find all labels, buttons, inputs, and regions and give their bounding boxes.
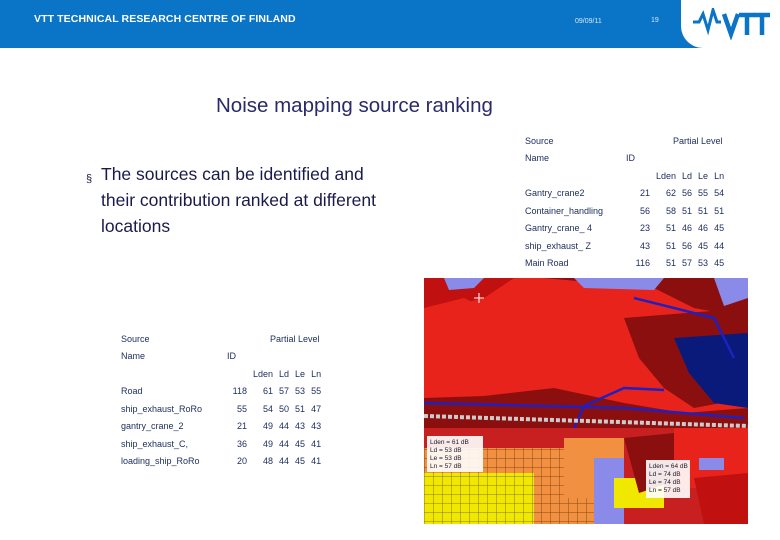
map-label-right-2: Ld = 74 dB xyxy=(649,471,681,478)
map-label-left-1: Lden = 61 dB xyxy=(430,439,469,446)
name-header: Name xyxy=(525,153,550,164)
cell-le: 45 xyxy=(698,240,709,251)
table-row xyxy=(522,255,727,273)
table-row xyxy=(118,453,324,471)
col-lden: Lden xyxy=(656,170,677,181)
cell-lden: 54 xyxy=(263,403,274,414)
cell-ln: 54 xyxy=(714,188,725,199)
cell-lden: 51 xyxy=(666,223,677,234)
col-ln: Ln xyxy=(311,368,322,379)
id-header: ID xyxy=(626,153,635,164)
cell-name: Container_handling xyxy=(525,205,604,216)
map-label-right-4: Ln = 57 dB xyxy=(649,487,681,494)
cell-id: 21 xyxy=(639,188,650,199)
cell-name: Main Road xyxy=(525,258,569,269)
header-bar xyxy=(0,0,780,48)
cell-ld: 57 xyxy=(279,386,290,397)
slide-date: 09/09/11 xyxy=(575,18,602,25)
col-le: Le xyxy=(295,368,306,379)
cell-ln: 45 xyxy=(714,258,725,269)
bullet-marker: § xyxy=(86,173,93,185)
table-row xyxy=(118,383,324,401)
cell-ld: 56 xyxy=(682,188,693,199)
bullet-point xyxy=(86,161,386,239)
cell-le: 55 xyxy=(698,188,709,199)
cell-lden: 49 xyxy=(263,421,274,432)
partial-level-header: Partial Level xyxy=(673,135,723,146)
cell-le: 51 xyxy=(698,205,709,216)
source-header: Source xyxy=(121,333,150,344)
cell-name: loading_ship_RoRo xyxy=(121,456,200,467)
cell-id: 55 xyxy=(236,403,247,414)
cell-ln: 43 xyxy=(311,421,322,432)
cell-name: Road xyxy=(121,386,143,397)
cell-ld: 56 xyxy=(682,240,693,251)
table-row xyxy=(118,418,324,436)
cell-le: 45 xyxy=(295,456,306,467)
cell-ln: 51 xyxy=(714,205,725,216)
cell-lden: 51 xyxy=(666,258,677,269)
cell-ln: 41 xyxy=(311,456,322,467)
map-label-right-3: Le = 74 dB xyxy=(649,479,681,486)
table-row xyxy=(522,185,727,203)
noise-map xyxy=(424,278,748,524)
page-number: 19 xyxy=(651,17,659,24)
cell-id: 21 xyxy=(236,421,247,432)
cell-lden: 48 xyxy=(263,456,274,467)
cell-ln: 45 xyxy=(714,223,725,234)
cell-name: Gantry_crane_ 4 xyxy=(525,223,593,234)
cell-name: ship_exhaust_RoRo xyxy=(121,403,203,414)
cell-lden: 49 xyxy=(263,438,274,449)
col-ld: Ld xyxy=(682,170,693,181)
table-row xyxy=(522,220,727,238)
noise-map-graphic xyxy=(424,278,748,524)
map-label-left-4: Ln = 57 dB xyxy=(430,463,462,470)
cell-ln: 55 xyxy=(311,386,322,397)
cell-ld: 44 xyxy=(279,438,290,449)
cell-lden: 51 xyxy=(666,240,677,251)
map-label-left-3: Le = 53 dB xyxy=(430,455,462,462)
cell-le: 43 xyxy=(295,421,306,432)
cell-ld: 44 xyxy=(279,421,290,432)
cell-id: 56 xyxy=(639,205,650,216)
cell-name: Gantry_crane2 xyxy=(525,188,585,199)
bullet-text: The sources can be identified and their contribution ranked at different locations xyxy=(101,164,376,236)
source-ranking-table-bottom xyxy=(118,330,324,470)
vtt-logo-icon xyxy=(691,8,771,40)
col-ld: Ld xyxy=(279,368,290,379)
source-ranking-table-top xyxy=(522,132,727,272)
cell-ln: 44 xyxy=(714,240,725,251)
organization-name: VTT TECHNICAL RESEARCH CENTRE OF FINLAND xyxy=(34,13,296,25)
table-row xyxy=(522,237,727,255)
cell-ld: 50 xyxy=(279,403,290,414)
partial-level-header: Partial Level xyxy=(270,333,320,344)
cell-id: 116 xyxy=(635,258,650,269)
cell-id: 36 xyxy=(236,438,247,449)
cell-ln: 47 xyxy=(311,403,322,414)
map-label-right-1: Lden = 64 dB xyxy=(649,463,688,470)
cell-lden: 62 xyxy=(666,188,677,199)
name-header: Name xyxy=(121,351,146,362)
slide-title: Noise mapping source ranking xyxy=(216,94,493,117)
cell-name: ship_exhaust_ Z xyxy=(525,240,592,251)
table-row xyxy=(118,400,324,418)
map-label-left-2: Ld = 53 dB xyxy=(430,447,462,454)
cell-le: 45 xyxy=(295,438,306,449)
col-ln: Ln xyxy=(714,170,725,181)
cell-name: ship_exhaust_C, xyxy=(121,438,189,449)
cell-name: gantry_crane_2 xyxy=(121,421,184,432)
cell-le: 53 xyxy=(698,258,709,269)
cell-ln: 41 xyxy=(311,438,322,449)
cell-id: 43 xyxy=(639,240,650,251)
col-lden: Lden xyxy=(253,368,274,379)
cell-ld: 51 xyxy=(682,205,693,216)
source-header: Source xyxy=(525,135,554,146)
id-header: ID xyxy=(227,351,236,362)
cell-ld: 46 xyxy=(682,223,693,234)
cell-ld: 44 xyxy=(279,456,290,467)
cell-le: 53 xyxy=(295,386,306,397)
table-row xyxy=(118,435,324,453)
cell-ld: 57 xyxy=(682,258,693,269)
col-le: Le xyxy=(698,170,709,181)
cell-lden: 58 xyxy=(666,205,677,216)
cell-id: 118 xyxy=(232,386,247,397)
table-row xyxy=(522,202,727,220)
cell-le: 51 xyxy=(295,403,306,414)
cell-lden: 61 xyxy=(263,386,274,397)
cell-id: 23 xyxy=(639,223,650,234)
cell-id: 20 xyxy=(236,456,247,467)
vtt-logo xyxy=(681,0,780,48)
cell-le: 46 xyxy=(698,223,709,234)
